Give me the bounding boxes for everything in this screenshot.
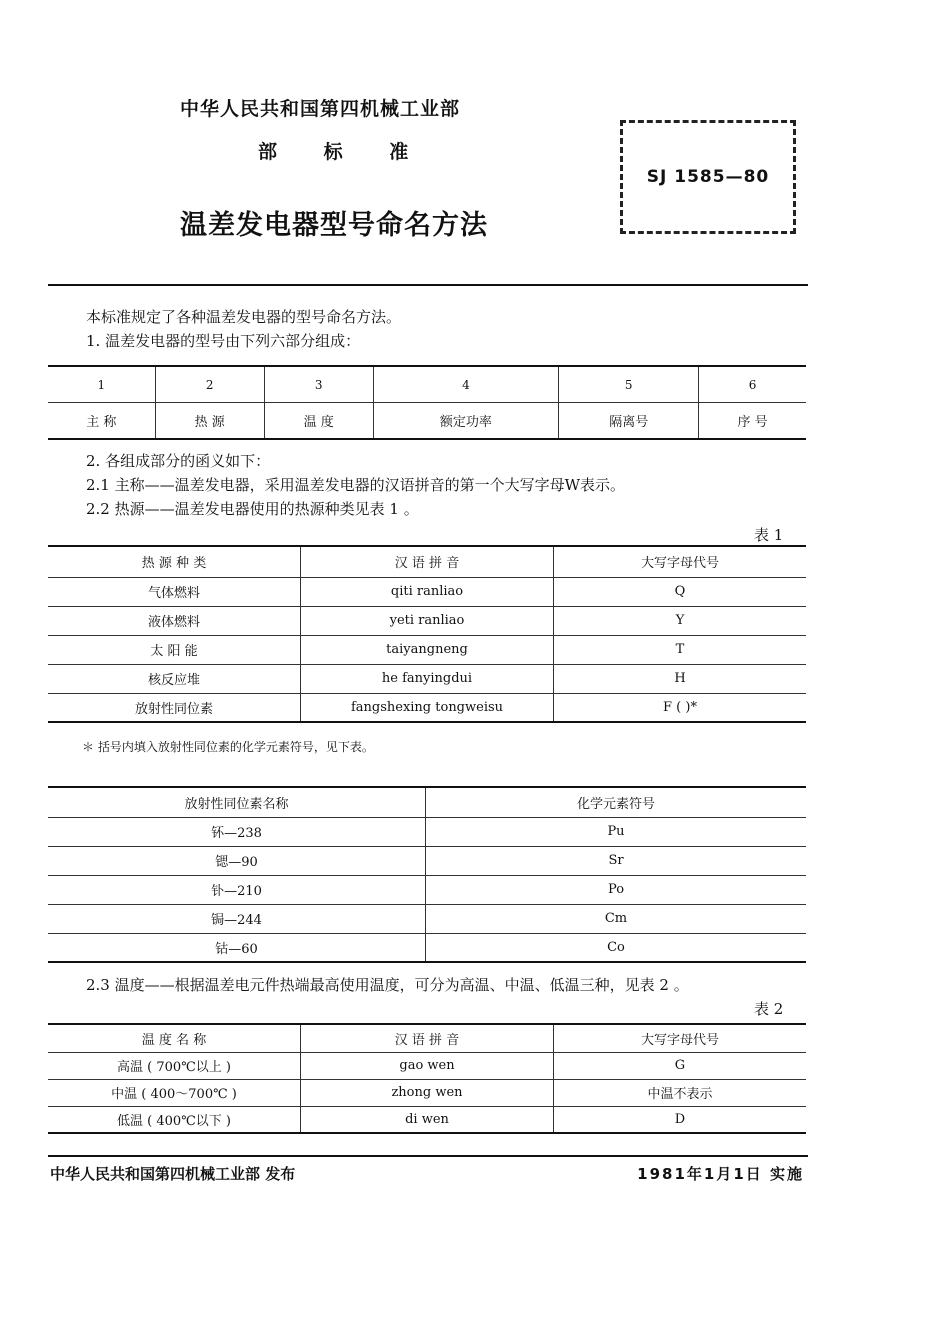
table-cell: fangshexing tongweisu [301, 693, 554, 722]
section-2-heading: 2. 各组成部分的函义如下： [86, 452, 271, 470]
heat-source-table [48, 545, 806, 723]
table-row [48, 933, 806, 962]
column-header: 温 度 名 称 [48, 1024, 301, 1052]
table-cell: Po [426, 875, 807, 904]
standard-code: SJ 1585—80 [646, 167, 770, 187]
column-header: 大写字母代号 [554, 1024, 807, 1052]
part-number: 6 [699, 366, 806, 403]
part-number: 4 [373, 366, 559, 403]
table-row [48, 875, 806, 904]
table-row [48, 635, 806, 664]
parts-table [48, 365, 806, 440]
column-header: 大写字母代号 [554, 546, 807, 577]
table-row [48, 693, 806, 722]
table-row [48, 664, 806, 693]
table-cell: 中温 ( 400～700℃ ) [48, 1079, 301, 1106]
table-cell: 太 阳 能 [48, 635, 301, 664]
column-header: 放射性同位素名称 [48, 787, 426, 817]
table-cell: 气体燃料 [48, 577, 301, 606]
table-row [48, 577, 806, 606]
table2-caption: 表 2 [754, 1000, 784, 1018]
table-cell: Cm [426, 904, 807, 933]
table-header-row [48, 787, 806, 817]
part-label: 序 号 [699, 403, 806, 440]
table-cell: D [554, 1106, 807, 1133]
table-cell: 锶—90 [48, 846, 426, 875]
column-header: 化学元素符号 [426, 787, 807, 817]
table1-caption: 表 1 [754, 526, 784, 544]
table-row [48, 846, 806, 875]
intro-text: 本标准规定了各种温差发电器的型号命名方法。 [86, 308, 402, 326]
parts-label-row [48, 403, 806, 440]
table-cell: H [554, 664, 807, 693]
table-cell: Co [426, 933, 807, 962]
table-cell: qiti ranliao [301, 577, 554, 606]
part-number: 2 [155, 366, 264, 403]
table-cell: T [554, 635, 807, 664]
table-cell: he fanyingdui [301, 664, 554, 693]
table-row [48, 1079, 806, 1106]
table-cell: Pu [426, 817, 807, 846]
part-number: 3 [264, 366, 373, 403]
table-row [48, 817, 806, 846]
table-cell: 高温 ( 700℃以上 ) [48, 1052, 301, 1079]
table-cell: taiyangneng [301, 635, 554, 664]
table-cell: Sr [426, 846, 807, 875]
table-cell: 放射性同位素 [134, 701, 213, 717]
table-cell: 核反应堆 [48, 664, 301, 693]
table-header-row [48, 546, 806, 577]
isotope-table [48, 786, 806, 963]
parts-number-row [48, 366, 806, 403]
footer-publisher: 中华人民共和国第四机械工业部 发布 [50, 1165, 296, 1183]
table-cell: G [554, 1052, 807, 1079]
table1-footnote: ＊ 括号内填入放射性同位素的化学元素符号，见下表。 [82, 740, 374, 754]
table-cell: 低温 ( 400℃以下 ) [117, 1113, 231, 1129]
table-cell: gao wen [301, 1052, 554, 1079]
temperature-table [48, 1023, 806, 1134]
table-cell: 中温不表示 [554, 1079, 807, 1106]
table-cell: Q [554, 577, 807, 606]
table-cell: 钚—238 [48, 817, 426, 846]
standard-code-box [620, 120, 796, 234]
part-number: 1 [48, 366, 155, 403]
part-label: 额定功率 [373, 403, 559, 440]
table-row [48, 904, 806, 933]
table-header-row [48, 1024, 806, 1052]
section-2-2: 2.2 热源——温差发电器使用的热源种类见表 1 。 [86, 500, 419, 518]
table-cell: 钋—210 [48, 875, 426, 904]
ministry-name: 中华人民共和国第四机械工业部 [180, 98, 461, 120]
section-2-1: 2.1 主称——温差发电器，采用温差发电器的汉语拼音的第一个大写字母W表示。 [86, 476, 626, 494]
table-cell: 钴—60 [215, 941, 258, 957]
document-title: 温差发电器型号命名方法 [180, 210, 488, 241]
part-number: 5 [559, 366, 699, 403]
table-cell: F ( )* [554, 693, 807, 722]
part-label: 温 度 [264, 403, 373, 440]
header-divider [48, 284, 808, 286]
table-row [48, 606, 806, 635]
column-header: 热 源 种 类 [48, 546, 301, 577]
part-label: 隔离号 [559, 403, 699, 440]
table-cell: 锔—244 [48, 904, 426, 933]
table-row [48, 1052, 806, 1079]
part-label: 热 源 [155, 403, 264, 440]
intro-item-1: 1. 温差发电器的型号由下列六部分组成： [86, 332, 361, 350]
column-header: 汉 语 拼 音 [301, 1024, 554, 1052]
table-cell: yeti ranliao [301, 606, 554, 635]
table-cell: 液体燃料 [48, 606, 301, 635]
footer-divider [48, 1155, 808, 1157]
column-header: 汉 语 拼 音 [301, 546, 554, 577]
standard-type: 部 标 准 [258, 141, 409, 163]
table-cell: Y [554, 606, 807, 635]
footer-date: 1981年1月1日 实施 [637, 1165, 804, 1183]
section-2-3: 2.3 温度——根据温差电元件热端最高使用温度，可分为高温、中温、低温三种，见表 2 。 [86, 976, 689, 994]
table-cell: di wen [301, 1106, 554, 1133]
part-label: 主 称 [86, 415, 117, 430]
table-row [48, 1106, 806, 1133]
table-cell: zhong wen [301, 1079, 554, 1106]
